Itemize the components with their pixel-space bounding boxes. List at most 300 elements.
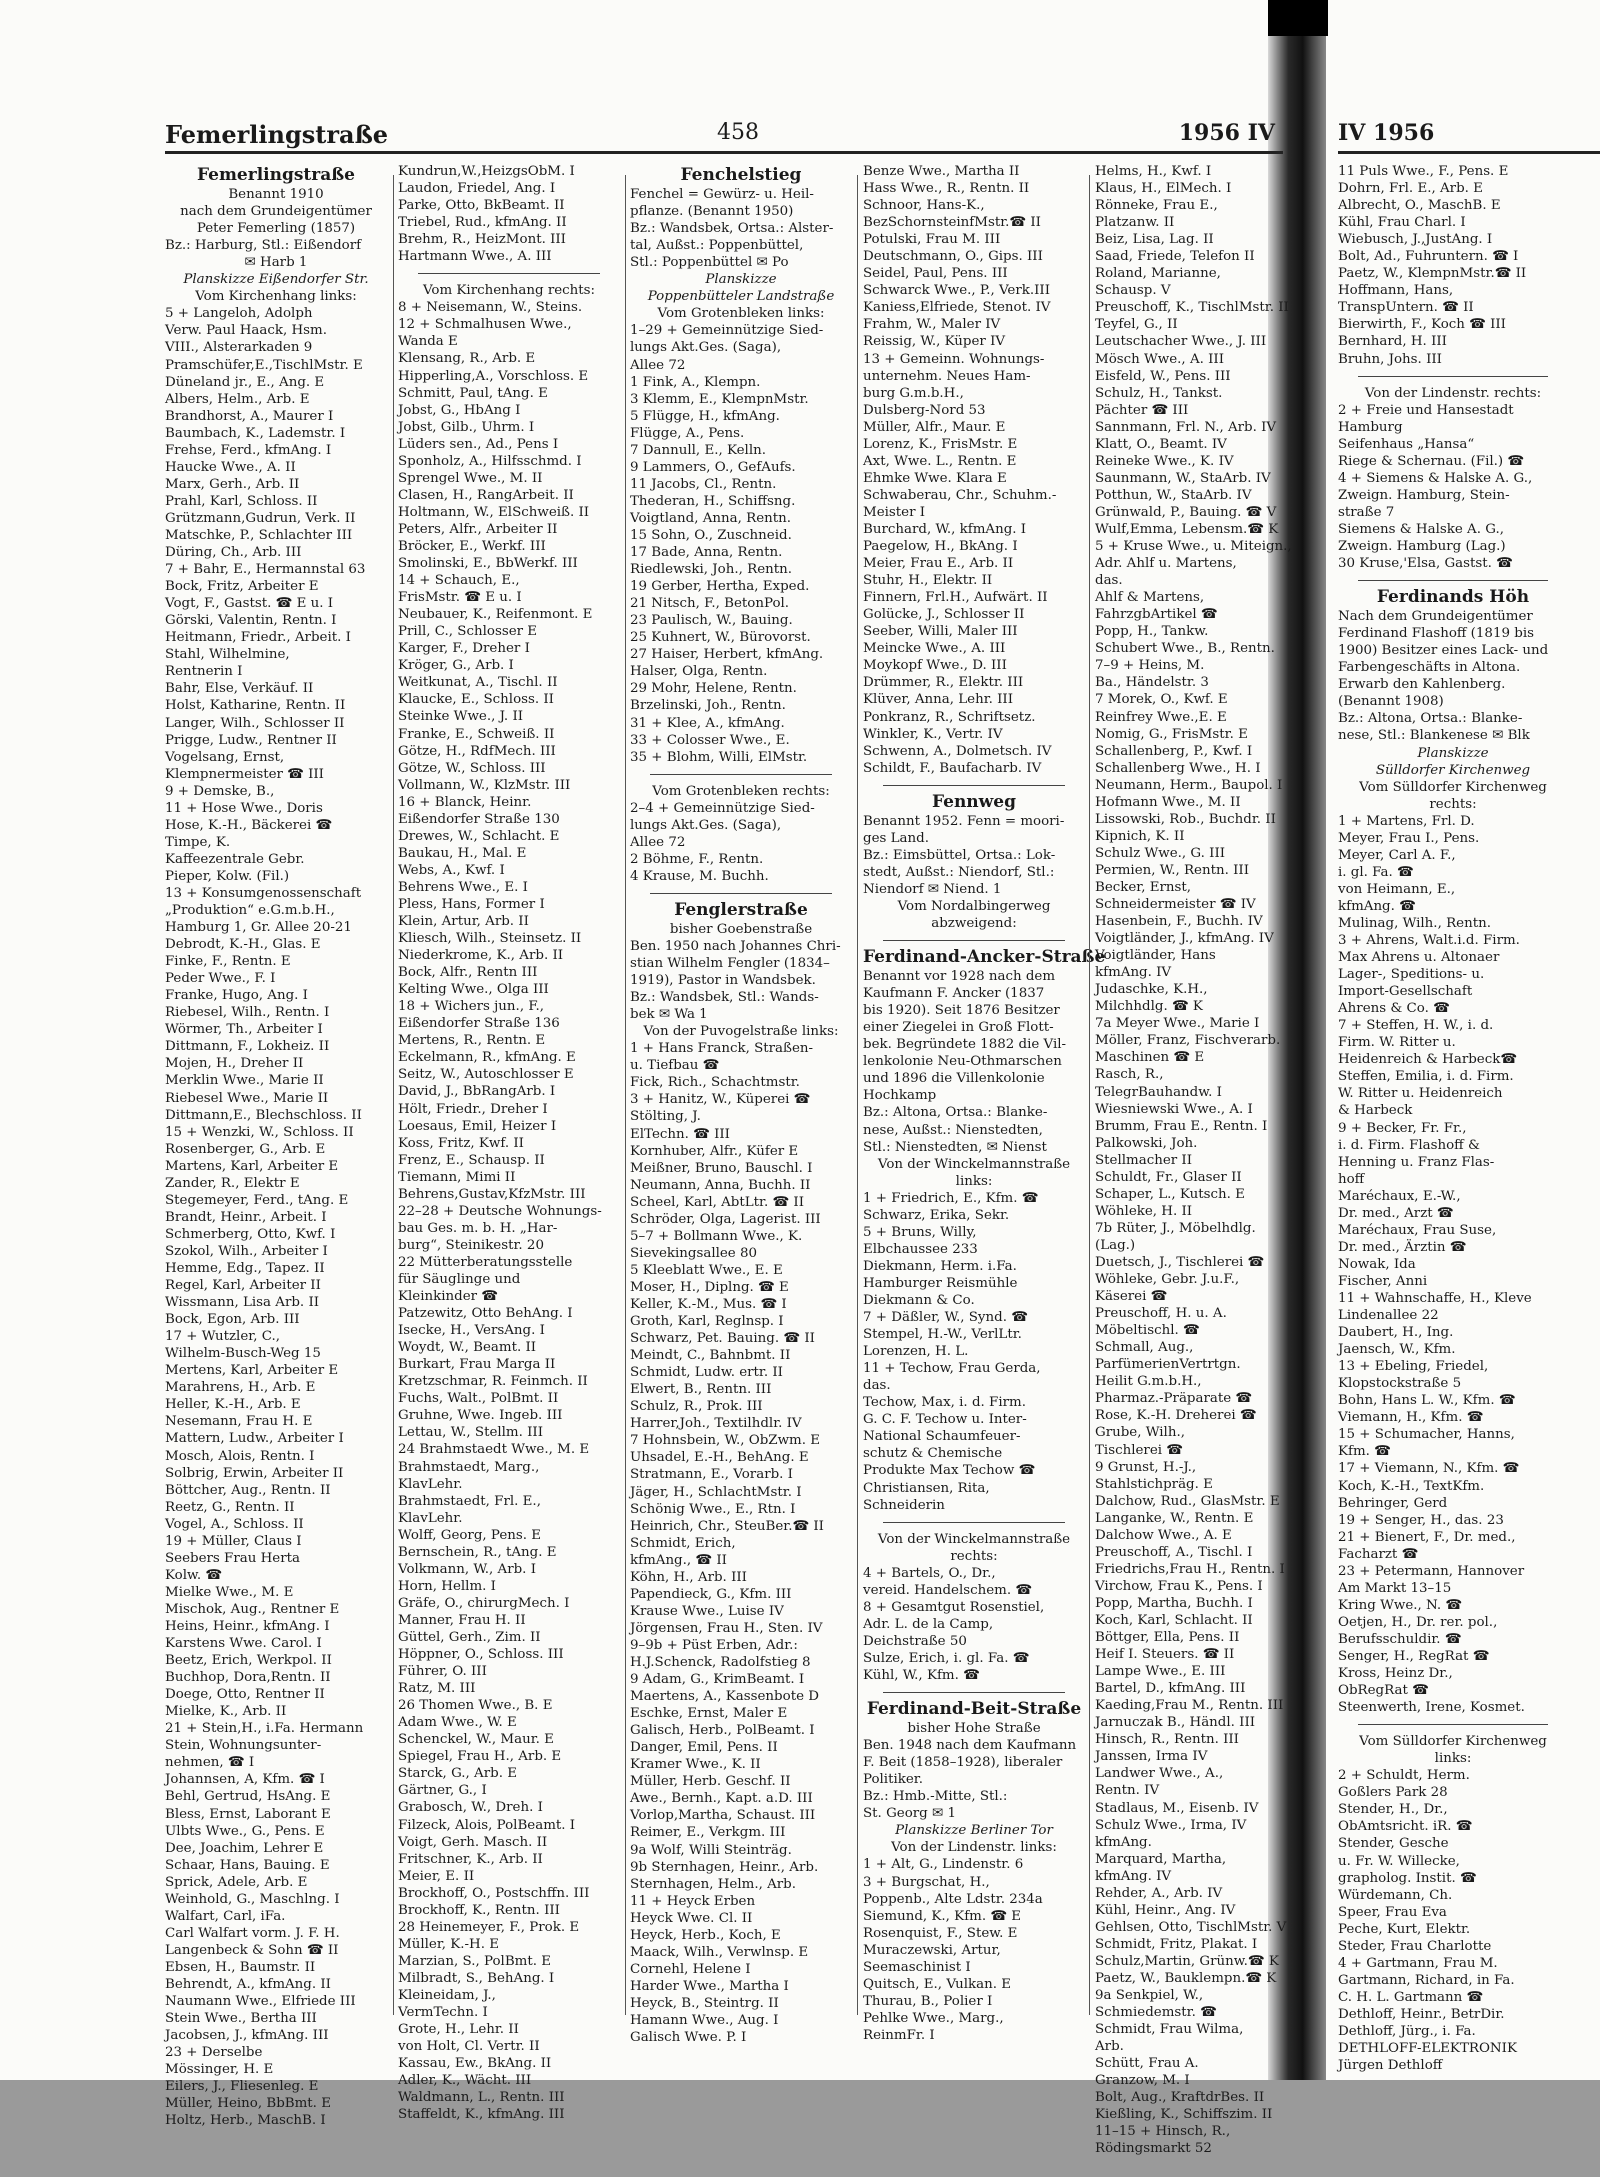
directory-entry: Bz.: Hmb.-Mitte, Stl.: [863, 1789, 1008, 1805]
directory-entry: Stahl, Wilhelmine, [165, 647, 290, 663]
directory-entry: Peche, Kurt, Elektr. [1338, 1921, 1471, 1937]
directory-entry: Elbchaussee 233 [863, 1241, 978, 1257]
directory-entry: Jürgen Dethloff [1338, 2058, 1443, 2074]
directory-entry: ElTechn. ☎ III [630, 1126, 730, 1142]
directory-entry: Karstens Wwe. Carol. I [165, 1636, 322, 1652]
directory-entry: Klein, Artur, Arb. II [398, 914, 529, 930]
directory-entry: Frenz, E., Schausp. II [398, 1152, 545, 1168]
directory-entry: Reimer, E., Verkgm. III [630, 1825, 786, 1841]
directory-entry: Hamann Wwe., Aug. I [630, 2012, 779, 2028]
directory-entry: Lager-, Speditions- u. [1338, 967, 1485, 983]
directory-entry: Heyck Wwe. Cl. II [630, 1910, 753, 1926]
section-note: Benannt 1910 [228, 187, 324, 203]
directory-entry: Farbengeschäfts in Altona. [1338, 660, 1521, 676]
directory-entry: Ben. 1948 nach dem Kaufmann [863, 1738, 1077, 1754]
directory-entry: Vogelsang, Ernst, [165, 749, 285, 765]
directory-column-right [1338, 163, 1568, 2074]
directory-entry: Weitkunat, A., Tischl. II [398, 675, 558, 691]
section-note: Von der Lindenstr. links: [891, 1840, 1057, 1856]
directory-entry: Benze Wwe., Martha II [863, 164, 1020, 179]
directory-entry: Kühl, Frau Charl. I [1338, 215, 1466, 231]
directory-entry: Laudon, Friedel, Ang. I [398, 181, 556, 197]
directory-entry: KlavLehr. [398, 1476, 463, 1492]
directory-entry: ObRegRat ☎ [1338, 1683, 1429, 1699]
directory-entry: Peder Wwe., F. I [165, 971, 276, 987]
directory-entry: Bohn, Hans L. W., Kfm. ☎ [1338, 1393, 1516, 1409]
directory-entry: Lettau, W., Stellm. III [398, 1425, 544, 1441]
directory-entry: Hölt, Friedr., Dreher I [398, 1101, 548, 1117]
directory-entry: Smolinski, E., BbWerkf. III [398, 556, 578, 572]
directory-entry: Keller, K.-M., Mus. ☎ I [630, 1297, 787, 1312]
directory-entry: Haucke Wwe., A. II [165, 459, 296, 475]
directory-entry: Brockhoff, K., Rentn. III [398, 1902, 560, 1918]
directory-entry: Quitsch, E., Vulkan. E [863, 1976, 1012, 1992]
directory-entry: (Benannt 1908) [1338, 694, 1444, 710]
directory-entry: Stadlaus, M., Eisenb. IV [1095, 1800, 1259, 1816]
directory-entry: Vogel, A., Schloss. II [165, 1516, 304, 1532]
directory-entry: TelegrBauhandw. I [1095, 1084, 1222, 1100]
directory-entry: Holst, Katharine, Rentn. II [165, 698, 346, 714]
directory-entry: Mertens, Karl, Arbeiter E [165, 1363, 339, 1379]
directory-entry: Wöhleke, Gebr. J.u.F., [1095, 1272, 1240, 1288]
header-rule [165, 151, 1283, 154]
directory-entry: und 1896 die Villenkolonie [863, 1071, 1045, 1087]
directory-entry: Sievekingsallee 80 [630, 1245, 758, 1261]
directory-entry: 1 + Friedrich, E., Kfm. ☎ [863, 1190, 1039, 1206]
directory-entry: Ratz, M. III [398, 1681, 476, 1697]
directory-entry: Rentn. IV [1095, 1783, 1160, 1799]
directory-entry: Schulz, R., Prok. III [630, 1399, 763, 1415]
directory-entry: VermTechn. I [398, 2005, 488, 2021]
directory-entry: Saunmann, W., StaArb. IV [1095, 470, 1271, 486]
directory-entry: Tischlerei ☎ [1095, 1442, 1183, 1458]
directory-column-5 [1095, 163, 1317, 2157]
directory-entry: Marx, Gerh., Arb. II [165, 476, 300, 492]
directory-entry: Lorenz, K., FrisMstr. E [863, 436, 1018, 452]
directory-entry: Sponholz, A., Hilfsschmd. I [398, 453, 582, 469]
directory-entry: 9a Wolf, Willi Steinträg. [630, 1842, 792, 1858]
directory-entry: Niendorf ✉ Niend. 1 [863, 881, 1002, 897]
directory-entry: Meister I [863, 504, 926, 520]
directory-entry: Fuchs, Walt., PolBmt. II [398, 1391, 559, 1407]
column-divider [393, 175, 394, 2015]
directory-entry: Naumann Wwe., Elfriede III [165, 1994, 356, 2010]
directory-entry: Patzewitz, Otto BehAng. I [398, 1306, 573, 1322]
directory-entry: Scheel, Karl, AbtLtr. ☎ II [630, 1194, 804, 1210]
directory-entry: Weinhold, G., Maschlng. I [165, 1891, 340, 1907]
directory-entry: Hamburg 1, Gr. Allee 20-21 [165, 920, 352, 936]
directory-entry: Gräfe, O., chirurgMech. I [398, 1595, 570, 1611]
directory-entry: Beetz, Erich, Werkpol. II [165, 1653, 332, 1669]
directory-entry: 5 Kleeblatt Wwe., E. E [630, 1262, 783, 1278]
directory-entry: Martens, Karl, Arbeiter E [165, 1158, 339, 1174]
directory-entry: Hass Wwe., R., Rentn. II [863, 181, 1030, 197]
plan-note: Planskizze Eißendorfer Str. [183, 272, 369, 288]
directory-entry: Neubauer, K., Reifenmont. E [398, 607, 593, 623]
directory-entry: 9b Sternhagen, Heinr., Arb. [630, 1859, 819, 1875]
directory-entry: Stender, H., Dr., [1338, 1802, 1448, 1818]
directory-entry: Behl, Gertrud, HsAng. E [165, 1789, 331, 1805]
left-page [145, 105, 1293, 2157]
directory-entry: Axt, Wwe. L., Rentn. E [863, 453, 1017, 469]
directory-entry: VIII., Alsterarkaden 9 [165, 340, 313, 356]
directory-entry: Fritschner, K., Arb. II [398, 1851, 543, 1867]
directory-entry: 15 + Wenzki, W., Schloss. II [165, 1124, 354, 1140]
directory-entry: Neumann, Herm., Baupol. I [1095, 777, 1283, 793]
directory-entry: (Lag.) [1095, 1237, 1136, 1253]
directory-entry: Reinfrey Wwe.,E. E [1095, 709, 1227, 725]
directory-entry: Dee, Joachim, Lehrer E [165, 1840, 324, 1856]
directory-entry: Ebsen, H., Baumstr. II [165, 1959, 316, 1975]
directory-entry: Peters, Alfr., Arbeiter II [398, 521, 558, 537]
directory-entry: schutz & Chemische [863, 1446, 1003, 1462]
directory-entry: hoff [1338, 1171, 1365, 1187]
directory-entry: Kelting Wwe., Olga III [398, 982, 549, 998]
directory-entry: 7a Meyer Wwe., Marie I [1095, 1016, 1260, 1032]
directory-entry: Voigt, Gerh. Masch. II [398, 1834, 548, 1850]
directory-entry: Kramer Wwe., K. II [630, 1757, 761, 1773]
directory-entry: Mielke Wwe., M. E [165, 1584, 294, 1600]
directory-entry: Bless, Ernst, Laborant E [165, 1806, 331, 1822]
directory-entry: 1 + Alt, G., Lindenstr. 6 [863, 1857, 1024, 1873]
directory-entry: Seeber, Willi, Maler III [863, 624, 1018, 640]
directory-entry: Carl Walfart vorm. J. F. H. [165, 1925, 340, 1941]
directory-entry: Schulz, H., Tankst. [1095, 385, 1223, 401]
directory-entry: Speer, Frau Eva [1338, 1904, 1447, 1920]
directory-entry: Bock, Egon, Arb. III [165, 1312, 300, 1328]
column-divider [625, 175, 626, 2015]
directory-entry: Eilers, J., Fliesenleg. E [165, 2079, 319, 2095]
directory-entry: Wolff, Georg, Pens. E [398, 1527, 542, 1543]
directory-entry: Behrens,Gustav,KfzMstr. III [398, 1186, 586, 1202]
directory-entry: 3 + Burgschat, H., [863, 1874, 990, 1890]
directory-entry: Lissowski, Rob., Buchdr. II [1095, 811, 1276, 827]
directory-entry: FrisMstr. ☎ E u. I [398, 590, 522, 606]
directory-entry: Lampe Wwe., E. III [1095, 1664, 1226, 1680]
directory-entry: Janssen, Irma IV [1095, 1749, 1208, 1765]
directory-entry: Rentnerin I [165, 664, 243, 680]
directory-entry: Hemme, Edg., Tapez. II [165, 1261, 325, 1276]
directory-entry: Hipperling,A., Vorschloss. E [398, 368, 589, 384]
directory-entry: Mössinger, H. E [165, 2062, 274, 2078]
directory-entry: Langer, Wilh., Schlosser II [165, 715, 345, 731]
directory-entry: Maréchaux, E.-W., [1338, 1188, 1461, 1204]
directory-entry: Holtz, Herb., MaschB. I [165, 2113, 326, 2129]
directory-entry: kfmAng. IV [1095, 1868, 1172, 1884]
directory-entry: ges Land. [863, 830, 929, 846]
directory-entry: Adr. L. de la Camp, [863, 1616, 994, 1632]
section-note: Peter Femerling (1857) [196, 221, 356, 237]
directory-entry: Rasch, R., [1095, 1067, 1164, 1083]
directory-entry: Mojen, H., Dreher II [165, 1056, 304, 1072]
directory-entry: Doege, Otto, Rentner II [165, 1687, 325, 1703]
directory-entry: Jobst, Gilb., Uhrm. I [398, 419, 535, 435]
directory-entry: Nesemann, Frau H. E [165, 1414, 313, 1430]
directory-entry: Bierwirth, F., Koch ☎ III [1338, 317, 1506, 333]
directory-entry: u. Tiefbau ☎ [630, 1058, 720, 1074]
directory-entry: Stratmann, E., Vorarb. I [630, 1467, 793, 1483]
directory-entry: Burchard, W., kfmAng. I [863, 521, 1027, 537]
directory-entry: einer Ziegelei in Groß Flott- [863, 1020, 1054, 1036]
directory-entry: Siemens & Halske A. G., [1338, 521, 1504, 537]
directory-entry: Finke, F., Rentn. E [165, 954, 291, 970]
directory-entry: Debrodt, K.-H., Glas. E [165, 937, 321, 953]
directory-entry: Grube, Wilh., [1095, 1425, 1185, 1441]
directory-entry: Produkte Max Techow ☎ [863, 1463, 1036, 1479]
directory-entry: Rosenberger, G., Arb. E [165, 1141, 326, 1157]
directory-entry: St. Georg ✉ 1 [863, 1806, 956, 1822]
section-divider [883, 785, 1065, 786]
directory-entry: Preuschoff, H. u. A. [1095, 1306, 1227, 1322]
directory-entry: Sprick, Adele, Arb. E [165, 1874, 308, 1890]
directory-entry: 9 Adam, G., KrimBeamt. I [630, 1672, 805, 1688]
directory-entry: Langenbeck & Sohn ☎ II [165, 1942, 339, 1958]
directory-entry: Loesaus, Emil, Heizer I [398, 1118, 557, 1134]
directory-entry: Parke, Otto, BkBeamt. II [398, 198, 565, 214]
directory-entry: Adler, K., Wächt. III [398, 2073, 532, 2089]
directory-entry: Sprengel Wwe., M. II [398, 470, 543, 486]
directory-entry: 15 + Schumacher, Hanns, [1338, 1427, 1515, 1443]
directory-entry: Moykopf Wwe., D. III [863, 658, 1007, 674]
directory-entry: 1900) Besitzer eines Lack- und [1338, 643, 1549, 659]
directory-entry: Kleinkinder ☎ [398, 1289, 498, 1305]
directory-entry: 7 + Däßler, W., Synd. ☎ [863, 1310, 1028, 1326]
directory-entry: Vollmann, W., KlzMstr. III [398, 777, 571, 793]
directory-entry: Schnoor, Hans-K., [863, 198, 985, 214]
directory-entry: Bz.: Wandsbek, Ortsa.: Alster- [630, 221, 834, 237]
directory-entry: Meyer, Carl A. F., [1338, 847, 1456, 863]
directory-entry: Sannmann, Frl. N., Arb. IV [1095, 419, 1277, 435]
directory-entry: Rönneke, Frau E., [1095, 198, 1218, 214]
directory-entry: Düring, Ch., Arb. III [165, 545, 302, 561]
directory-entry: Galisch, Herb., PolBeamt. I [630, 1723, 815, 1739]
directory-entry: Duetsch, J., Tischlerei ☎ [1095, 1255, 1265, 1270]
directory-entry: 11 + Wahnschaffe, H., Kleve [1338, 1291, 1532, 1306]
directory-entry: 18 + Wichers jun., F., [398, 999, 545, 1015]
directory-entry: nese, Stl.: Blankenese ✉ Blk [1338, 728, 1530, 744]
directory-entry: 9 + Demske, B., [165, 783, 275, 799]
directory-entry: Horn, Hellm. I [398, 1578, 496, 1594]
directory-entry: Kfm. ☎ [1338, 1444, 1391, 1460]
directory-entry: & Harbeck [1338, 1103, 1413, 1119]
directory-entry: Jarnuczak B., Händl. III [1095, 1715, 1256, 1731]
column-divider [857, 175, 858, 2015]
directory-entry: Hamburger Reismühle [863, 1275, 1018, 1291]
directory-entry: Bernhard, H. III [1338, 334, 1447, 350]
directory-entry: Ben. 1950 nach Johannes Chri- [630, 939, 841, 955]
directory-entry: Milbradt, S., BehAng. I [398, 1970, 555, 1986]
directory-entry: Zweign. Hamburg (Lag.) [1338, 538, 1506, 554]
directory-entry: Drümmer, R., Elektr. III [863, 675, 1024, 691]
directory-entry: Reissig, W., Küper IV [863, 334, 1006, 350]
directory-entry: Kliesch, Wilh., Steinsetz. II [398, 931, 582, 947]
directory-entry: „Produktion“ e.G.m.b.H., [165, 903, 335, 919]
directory-entry: ParfümerienVertrtgn. [1095, 1357, 1241, 1373]
directory-entry: Wiebusch, J.,JustAng. I [1338, 232, 1493, 248]
directory-entry: Käserei ☎ [1095, 1289, 1168, 1305]
directory-entry: Pehlke Wwe., Marg., [863, 2010, 1004, 2026]
directory-entry: Baukau, H., Mal. E [398, 845, 527, 861]
running-head-year-right: IV 1956 [1338, 120, 1435, 146]
directory-entry: Woydt, W., Beamt. II [398, 1340, 537, 1356]
directory-entry: 29 Mohr, Helene, Rentn. [630, 681, 797, 697]
directory-entry: 23 Paulisch, W., Bauing. [630, 613, 793, 629]
directory-entry: Stl.: Poppenbüttel ✉ Po [630, 255, 789, 271]
directory-entry: Webs, A., Kwf. I [398, 862, 505, 878]
section-note: Von der Lindenstr. rechts: [1364, 385, 1542, 401]
directory-entry: Schwarck Wwe., P., Verk.III [863, 283, 1051, 299]
directory-entry: Paegelow, H., BkAng. I [863, 539, 1018, 555]
directory-entry: 5 + Bruns, Willy, [863, 1224, 977, 1240]
directory-entry: Starck, G., Arb. E [398, 1766, 517, 1782]
directory-entry: Schmidt, Frau Wilma, [1095, 2022, 1244, 2038]
directory-entry: Schütt, Frau A. [1095, 2056, 1199, 2072]
directory-entry: Bock, Alfr., Rentn III [398, 965, 538, 981]
directory-entry: Schönig Wwe., E., Rtn. I [630, 1501, 796, 1517]
directory-column-4 [863, 163, 1106, 2043]
street-heading: Fenchelstieg [680, 165, 802, 185]
directory-entry: Bruhn, Johs. III [1338, 351, 1442, 367]
directory-entry: Mösch Wwe., A. III [1095, 351, 1224, 367]
directory-entry: Deichstraße 50 [863, 1633, 967, 1649]
directory-entry: Kross, Heinz Dr., [1338, 1666, 1453, 1682]
directory-entry: Albrecht, O., MaschB. E [1338, 198, 1501, 214]
directory-entry: 11 + Techow, Frau Gerda, [863, 1361, 1041, 1377]
section-note: Vom Nordalbingerweg [897, 898, 1051, 914]
directory-entry: Mattern, Ludw., Arbeiter I [165, 1431, 344, 1447]
directory-entry: Tiemann, Mimi II [398, 1169, 516, 1185]
directory-entry: Waldmann, L., Rentn. III [398, 2090, 565, 2106]
directory-entry: Dulsberg-Nord 53 [863, 402, 986, 418]
directory-entry: Schwaberau, Chr., Schuhm.- [863, 487, 1057, 503]
directory-entry: Isecke, H., VersAng. I [398, 1323, 545, 1339]
directory-entry: Mosch, Alois, Rentn. I [165, 1448, 315, 1464]
directory-entry: i. d. Firm. Flashoff & [1338, 1137, 1480, 1153]
directory-entry: Landwer Wwe., A., [1095, 1766, 1224, 1782]
page-number: 458 [717, 120, 759, 145]
directory-entry: Albers, Helm., Arb. E [165, 391, 310, 407]
directory-entry: Stegemeyer, Ferd., tAng. E [165, 1192, 349, 1208]
directory-entry: lungs Akt.Ges. (Saga), [630, 817, 782, 833]
directory-entry: 7 Dannull, E., Kelln. [630, 442, 767, 458]
directory-entry: 19 + Senger, H., das. 23 [1338, 1512, 1504, 1528]
directory-entry: Steenwerth, Irene, Kosmet. [1338, 1700, 1525, 1716]
section-note: rechts: [950, 1548, 998, 1564]
section-note: Von der Winckelmannstraße [877, 1156, 1071, 1172]
right-page [1334, 105, 1600, 2074]
directory-entry: Kröger, G., Arb. I [398, 658, 514, 674]
directory-entry: Heyck, B., Steintrg. II [630, 1995, 779, 2011]
directory-entry: Seemaschinist I [863, 1959, 971, 1975]
book-spine-top [1268, 0, 1328, 36]
section-note: Vom Sülldorfer Kirchenweg [1359, 779, 1547, 795]
section-note: rechts: [1429, 796, 1477, 812]
directory-entry: David, J., BbRangArb. I [398, 1084, 556, 1100]
directory-entry: 33 + Colosser Wwe., E. [630, 732, 790, 748]
directory-entry: vereid. Handelschem. ☎ [863, 1582, 1033, 1598]
directory-entry: Wissmann, Lisa Arb. II [165, 1295, 320, 1311]
directory-entry: Schmiedemstr. ☎ [1095, 2005, 1217, 2021]
directory-entry: Poppenb., Alte Ldstr. 234a [863, 1891, 1043, 1907]
directory-entry: Seifenhaus „Hansa“ [1338, 436, 1475, 452]
directory-entry: Ponkranz, R., Schriftsetz. [863, 709, 1036, 725]
directory-entry: 5 + Langeloh, Adolph [165, 306, 313, 322]
plan-note: Planskizze [1417, 745, 1489, 761]
directory-entry: pflanze. (Benannt 1950) [630, 204, 794, 220]
directory-entry: FahrzgbArtikel ☎ [1095, 607, 1218, 623]
directory-entry: Max Ahrens u. Altonaer [1338, 950, 1500, 966]
directory-entry: Virchow, Frau K., Pens. I [1095, 1578, 1263, 1594]
directory-entry: Maack, Wilh., Verwlnsp. E [630, 1944, 809, 1960]
directory-entry: Kaeding,Frau M., Rentn. III [1095, 1698, 1284, 1714]
directory-entry: Kundrun,W.,HeizgsObM. I [398, 164, 575, 179]
directory-entry: 35 + Blohm, Willi, ElMstr. [630, 749, 808, 765]
directory-entry: Frahm, W., Maler IV [863, 317, 1001, 333]
page-header [145, 120, 1293, 149]
directory-entry: i. gl. Fa. ☎ [1338, 864, 1414, 880]
directory-entry: Klatt, O., Beamt. IV [1095, 436, 1227, 452]
directory-entry: Steffen, Emilia, i. d. Firm. [1338, 1069, 1514, 1085]
directory-entry: lenkolonie Neu-Othmarschen [863, 1054, 1062, 1070]
directory-entry: 1–29 + Gemeinnützige Sied- [630, 323, 824, 339]
directory-entry: Brumm, Frau E., Rentn. I [1095, 1118, 1268, 1134]
directory-entry: Schneiderin [863, 1497, 945, 1513]
directory-entry: Elwert, B., Rentn. III [630, 1382, 772, 1398]
directory-entry: Adr. Ahlf u. Martens, [1095, 556, 1237, 572]
directory-entry: Riedlewski, Joh., Rentn. [630, 562, 793, 578]
directory-entry: Schubert Wwe., B., Rentn. [1095, 641, 1275, 657]
directory-entry: Benannt vor 1928 nach dem [863, 969, 1056, 985]
directory-entry: Schwenn, A., Dolmetsch. IV [863, 743, 1052, 759]
directory-entry: Heinrich, Chr., SteuBer.☎ II [630, 1518, 824, 1534]
directory-entry: Seidel, Paul, Pens. III [863, 266, 1008, 282]
plan-note: Sülldorfer Kirchenweg [1375, 762, 1531, 778]
directory-entry: Manner, Frau H. II [398, 1612, 526, 1628]
directory-entry: Popp, H., Tankw. [1095, 624, 1209, 640]
directory-entry: Judaschke, K.H., [1095, 982, 1208, 998]
directory-entry: 23 + Derselbe [165, 2045, 263, 2061]
directory-entry: Langanke, W., Rentn. E [1095, 1510, 1254, 1526]
section-note: links: [1434, 1751, 1472, 1767]
directory-entry: 2–4 + Gemeinnützige Sied- [630, 800, 815, 816]
directory-entry: Rehder, A., Arb. IV [1095, 1885, 1223, 1901]
directory-entry: lungs Akt.Ges. (Saga), [630, 340, 782, 356]
directory-entry: Lorenzen, H. L. [863, 1344, 969, 1360]
street-heading: Ferdinand-Ancker-Straße [863, 947, 1106, 968]
directory-entry: Sulze, Erich, i. gl. Fa. ☎ [863, 1650, 1030, 1666]
directory-entry: kfmAng. IV [1095, 965, 1172, 981]
directory-entry: Drewes, W., Schlacht. E [398, 828, 560, 844]
directory-entry: Uhsadel, E.-H., BehAng. E [630, 1450, 809, 1466]
directory-entry: Voigtländer, Hans [1095, 948, 1216, 964]
directory-entry: 16 + Blanck, Heinr. [398, 794, 532, 810]
directory-entry: Schmidt, Erich, [630, 1535, 736, 1551]
directory-entry: Fischer, Anni [1338, 1273, 1428, 1289]
directory-entry: Diekmann & Co. [863, 1293, 975, 1308]
directory-entry: Schallenberg Wwe., H. I [1095, 760, 1261, 776]
directory-entry: 17 + Wutzler, C., [165, 1329, 280, 1345]
directory-entry: Saad, Friede, Telefon II [1095, 249, 1255, 265]
directory-entry: Güttel, Gerh., Zim. II [398, 1629, 541, 1645]
directory-entry: Riebesel, Wilh., Rentn. I [165, 1005, 330, 1021]
directory-entry: Dethloff, Heinr., BetrDir. [1338, 2006, 1505, 2022]
directory-entry: Baumbach, K., Lademstr. I [165, 425, 346, 441]
street-heading: Femerlingstraße [196, 165, 355, 185]
directory-entry: Arb. [1095, 2039, 1124, 2055]
directory-entry: 31 + Klee, A., kfmAng. [630, 715, 785, 731]
directory-entry: Adam Wwe., W. E [398, 1715, 517, 1731]
directory-entry: 7 + Bahr, E., Hermannstal 63 [165, 562, 366, 578]
